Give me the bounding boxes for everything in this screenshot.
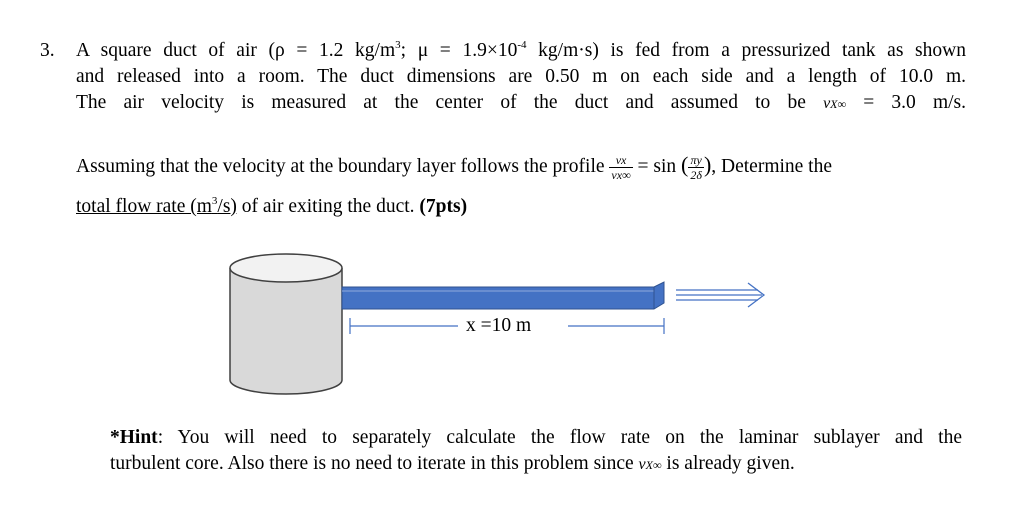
problem-line-1: A square duct of air (ρ = 1.2 $kg/m^3$; $\mu = 1.9\times 10^{-4}$ kg/m·s) is fed from a pressurized tank as shown bbox=[76, 39, 966, 61]
duct bbox=[342, 282, 664, 309]
problem-line-3: The air velocity is measured at the center of the duct and assumed to be vX∞ = 3.0 m/s. bbox=[76, 92, 967, 113]
hint-velocity-symbol: vX∞ bbox=[638, 456, 662, 473]
velocity-ratio-fraction: $\frac{vx}{vx\infty}$ bbox=[611, 153, 631, 183]
hint-line-2: turbulent core. Also there is no need to iterate in this problem since vX∞ is already given. bbox=[110, 453, 795, 474]
flow-arrow-icon bbox=[676, 283, 764, 307]
assumption-line-1: Assuming that the velocity at the boundary layer follows the profile $\frac{vx}{vx\infty}$ = sin ( $\frac{\pi y}{2\delta}$ ), Determine the bbox=[76, 152, 833, 183]
length-label: x =10 m bbox=[466, 315, 532, 336]
hint-block bbox=[110, 425, 962, 478]
problem-line-2: and released into a room. The duct dimensions are 0.50 m on each side and a length of 10.0 m. bbox=[76, 66, 966, 87]
pressurized-tank bbox=[230, 254, 342, 394]
velocity-symbol: vX∞ bbox=[823, 95, 847, 112]
flow-rate-phrase: total flow rate $(m^3/s)$ bbox=[76, 195, 237, 217]
hint-label: *Hint bbox=[110, 427, 158, 448]
hint-line-1: *Hint: You will need to separately calculate the flow rate on the laminar sublayer and the bbox=[110, 427, 962, 448]
assumption-line-2: total flow rate $(m^3/s)$ of air exiting the duct. (7pts) bbox=[76, 195, 468, 217]
problem-number: 3. bbox=[40, 40, 55, 61]
sine-argument-fraction: $\frac{\pi y}{2\delta}$ bbox=[690, 153, 702, 183]
